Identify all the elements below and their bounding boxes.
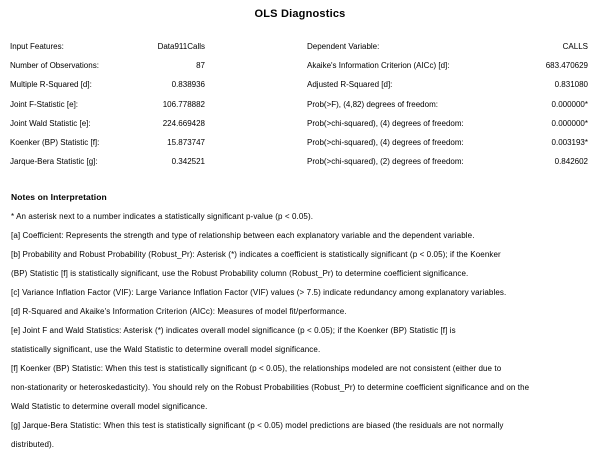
note-line: [d] R-Squared and Akaike's Information Criterion (AICc): Measures of model fit/performance. <box>11 307 347 317</box>
stat-label-right: Adjusted R-Squared [d]: <box>307 80 393 90</box>
table-row <box>0 56 600 75</box>
stat-value-left: 15.873747 <box>167 138 205 148</box>
stat-label-right: Prob(>F), (4,82) degrees of freedom: <box>307 99 438 109</box>
stat-value-left: Data911Calls <box>157 42 205 52</box>
notes-heading: Notes on Interpretation <box>11 192 107 203</box>
stat-value-left: 224.669428 <box>162 118 205 128</box>
table-row <box>0 95 600 114</box>
table-row <box>0 75 600 94</box>
table-row <box>0 37 600 56</box>
note-line: * An asterisk next to a number indicates a statistically significant p-value (p < 0.05). <box>11 212 314 222</box>
stat-label-right: Prob(>chi-squared), (2) degrees of freedom: <box>307 157 464 167</box>
note-line: distributed). <box>11 440 55 450</box>
stat-value-left: 106.778882 <box>162 99 205 109</box>
note-line: [f] Koenker (BP) Statistic: When this test is statistically significant (p < 0.05), the relationships modeled are not consistent (either due to <box>11 364 502 374</box>
page-title: OLS Diagnostics <box>254 8 346 20</box>
stat-value-left: 0.838936 <box>171 80 205 90</box>
stat-value-left: 87 <box>196 61 205 71</box>
stat-label-left: Multiple R-Squared [d]: <box>10 80 92 90</box>
stat-label-right: Akaike's Information Criterion (AICc) [d]: <box>307 61 450 71</box>
note-line: (BP) Statistic [f] is statistically significant, use the Robust Probability column (Robust_Pr) to determine coefficient significance. <box>11 269 469 279</box>
note-line: [g] Jarque-Bera Statistic: When this test is statistically significant (p < 0.05) model predictions are biased (the residuals are not normally <box>11 421 504 431</box>
note-line: [a] Coefficient: Represents the strength and type of relationship between each explanatory variable and the dependent variable. <box>11 231 475 241</box>
note-line: Wald Statistic to determine overall model significance. <box>11 402 208 412</box>
stat-label-left: Joint Wald Statistic [e]: <box>10 118 91 128</box>
stat-value-right: 0.000000* <box>551 118 588 128</box>
stat-label-right: Dependent Variable: <box>307 42 380 52</box>
stat-label-left: Input Features: <box>10 42 64 52</box>
stat-label-right: Prob(>chi-squared), (4) degrees of freedom: <box>307 138 464 148</box>
stat-value-right: 0.000000* <box>551 99 588 109</box>
stat-label-left: Koenker (BP) Statistic [f]: <box>10 138 100 148</box>
note-line: non-stationarity or heteroskedasticity). You should rely on the Robust Probabilities (Robust_Pr) to determine coefficient significance and on the <box>11 383 530 393</box>
notes-body <box>11 207 592 454</box>
table-row <box>0 114 600 133</box>
stat-label-right: Prob(>chi-squared), (4) degrees of freedom: <box>307 118 464 128</box>
stat-value-right: 0.003193* <box>551 138 588 148</box>
table-row <box>0 133 600 152</box>
stat-value-right: CALLS <box>562 42 588 52</box>
note-line: [e] Joint F and Wald Statistics: Asterisk (*) indicates overall model significance (p < 0.05); if the Koenker (BP) Statistic [f] is <box>11 326 456 336</box>
note-line: [b] Probability and Robust Probability (Robust_Pr): Asterisk (*) indicates a coefficient is statistically significant (p < 0.05); if the Koenker <box>11 250 501 260</box>
diagnostics-table <box>0 37 600 171</box>
note-line: [c] Variance Inflation Factor (VIF): Large Variance Inflation Factor (VIF) values (> 7.5) indicate redundancy among explanatory variables. <box>11 288 507 298</box>
stat-value-left: 0.342521 <box>171 157 205 167</box>
stat-label-left: Number of Observations: <box>10 61 99 71</box>
notes-section <box>0 192 600 454</box>
note-line: statistically significant, use the Wald Statistic to determine overall model significance. <box>11 345 321 355</box>
table-row <box>0 152 600 171</box>
stat-value-right: 0.831080 <box>554 80 588 90</box>
stat-label-left: Jarque-Bera Statistic [g]: <box>10 157 98 167</box>
stat-value-right: 0.842602 <box>554 157 588 167</box>
stat-value-right: 683.470629 <box>545 61 588 71</box>
stat-label-left: Joint F-Statistic [e]: <box>10 99 79 109</box>
